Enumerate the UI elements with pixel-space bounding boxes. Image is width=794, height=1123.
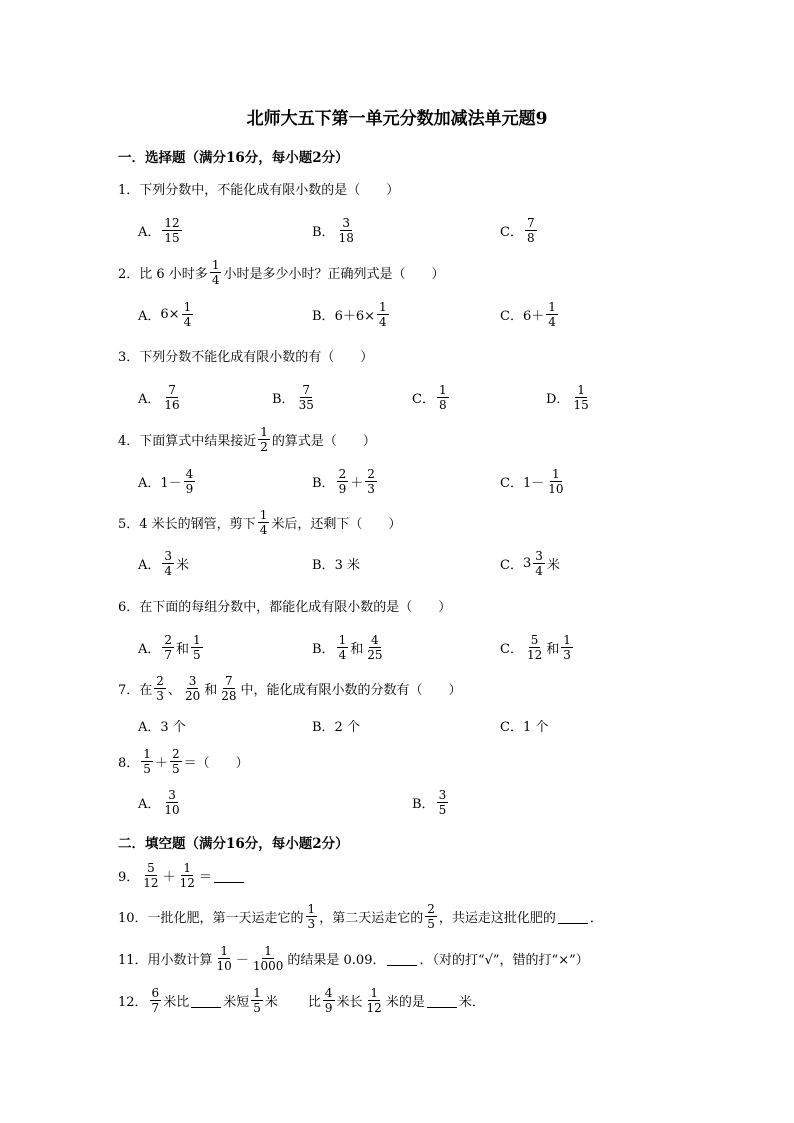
q3-option-b (272, 379, 318, 415)
question-12-text: 米 (264, 994, 278, 1010)
question-10-post: ，共运走这批化肥的 (438, 910, 556, 926)
question-12-text: 米． (458, 994, 485, 1010)
q2-option-c (500, 296, 560, 332)
numerator: 3 (164, 548, 173, 563)
fraction (162, 549, 174, 578)
option-text: A．3 个 (138, 719, 186, 735)
option-label: A． (138, 641, 161, 657)
question-2-pre: 2．比 6 小时多 (118, 266, 208, 282)
fraction (170, 747, 182, 776)
fraction (377, 300, 389, 329)
numerator: 1 (259, 507, 268, 522)
denominator: 3 (307, 916, 316, 931)
denominator: 5 (253, 1000, 261, 1015)
denominator: 10 (216, 958, 232, 973)
answer-blank[interactable] (558, 909, 588, 924)
question-8 (118, 743, 249, 779)
option-label: B． (312, 224, 335, 240)
question-11-post: 的结果是 0.09． (287, 952, 386, 968)
numerator: 4 (185, 466, 194, 481)
option-label: A． (138, 796, 161, 812)
question-1-stem: 1．下列分数中，不能化成有限小数的是（ ） (118, 182, 400, 198)
option-label: B． (272, 391, 295, 407)
denominator: 12 (526, 647, 543, 662)
fraction (258, 425, 270, 454)
question-10-pre: 10．一批化肥，第一天运走它的 (118, 910, 304, 926)
q4-option-c (500, 463, 568, 499)
answer-blank[interactable] (191, 993, 221, 1008)
numerator: 7 (168, 382, 176, 397)
question-7-pre: 7．在 (118, 682, 153, 698)
conjunction: 和 (204, 682, 218, 698)
section-heading-choice: 一．选择题（满分16分，每小题2分） (118, 150, 349, 166)
conjunction: 和 (546, 641, 560, 657)
fraction (251, 986, 263, 1015)
numerator: 12 (164, 215, 180, 230)
option-label: C． (500, 308, 523, 324)
operator: ＋ (154, 755, 168, 771)
fraction (141, 747, 153, 776)
option-text: 3 米 (334, 557, 360, 573)
operator: ＋ (350, 475, 364, 491)
question-5 (118, 504, 401, 540)
numerator: 1 (370, 985, 378, 1000)
answer-blank[interactable] (427, 993, 457, 1008)
denominator: 3 (367, 481, 375, 496)
fraction (525, 633, 544, 662)
fraction (183, 674, 202, 703)
fraction (337, 633, 349, 662)
fraction (297, 383, 316, 412)
q8-option-a (138, 784, 184, 820)
numerator: 6 (151, 985, 160, 1000)
numerator: 2 (367, 466, 375, 481)
option-text: 6＋ (522, 308, 545, 324)
option-label: B． (312, 475, 335, 491)
option-text: C．1 个 (500, 719, 549, 735)
conjunction: 和 (176, 641, 190, 657)
numerator: 7 (526, 215, 535, 230)
question-7-post: 中，能化成有限小数的分数有（ ） (240, 682, 462, 698)
fraction (337, 216, 356, 245)
denominator: 12 (366, 1000, 382, 1015)
whole-number: 3 (522, 555, 532, 571)
question-12-pre: 12． (118, 994, 148, 1010)
unit: 米 (176, 557, 190, 573)
denominator: 18 (338, 230, 354, 245)
numerator: 2 (164, 632, 173, 647)
numerator: 1 (183, 299, 192, 314)
question-8-pre: 8． (118, 755, 140, 771)
fraction (251, 944, 286, 973)
option-label: C． (500, 224, 523, 240)
fraction (219, 674, 238, 703)
fraction (571, 383, 590, 412)
q4-option-b (312, 463, 379, 499)
numerator: 1 (211, 257, 220, 272)
denominator: 35 (298, 397, 314, 412)
denominator: 4 (338, 647, 347, 662)
fraction (525, 216, 537, 245)
denominator: 15 (573, 397, 589, 412)
denominator: 5 (193, 647, 201, 662)
option-text: 1－ (522, 475, 545, 491)
q4-option-a (138, 463, 197, 499)
option-label: B． (312, 557, 335, 573)
numerator: 3 (438, 787, 447, 802)
question-9-pre: 9． (118, 869, 140, 885)
denominator: 15 (164, 230, 180, 245)
unit: 米 (546, 557, 560, 573)
denominator: 4 (535, 563, 543, 578)
denominator: 20 (184, 688, 201, 703)
fraction (533, 549, 545, 578)
question-10-end: ． (589, 910, 603, 926)
q7-option-c (500, 707, 548, 743)
numerator: 1 (253, 985, 261, 1000)
question-12-text: 米的是 (385, 994, 425, 1010)
denominator: 9 (324, 1000, 333, 1015)
fraction (162, 633, 174, 662)
numerator: 1 (438, 382, 447, 397)
numerator: 1 (563, 632, 571, 647)
denominator: 4 (259, 522, 268, 537)
option-label: A． (138, 224, 161, 240)
denominator: 7 (151, 1000, 160, 1015)
denominator: 5 (438, 802, 447, 817)
numerator: 2 (156, 673, 164, 688)
numerator: 5 (530, 632, 539, 647)
fraction (546, 467, 565, 496)
denominator: 9 (185, 481, 194, 496)
question-11 (118, 940, 589, 976)
operator: ＋ (162, 869, 176, 885)
fraction (425, 902, 437, 931)
question-12-text: 米短 (223, 994, 250, 1010)
question-5-pre: 5．4 米长的钢管，剪下 (118, 516, 256, 532)
fraction (215, 944, 234, 973)
fraction (162, 788, 181, 817)
numerator: 1 (220, 943, 228, 958)
question-4-pre: 4．下面算式中结果接近 (118, 433, 257, 449)
fraction (162, 216, 181, 245)
numerator: 1 (183, 860, 192, 875)
fraction (561, 633, 573, 662)
option-label: D． (546, 391, 570, 407)
option-text: B．2 个 (312, 719, 360, 735)
denominator: 12 (143, 875, 159, 890)
fraction (437, 383, 449, 412)
question-12-text: 米比 (163, 994, 190, 1010)
question-4 (118, 421, 376, 457)
fraction (365, 633, 384, 662)
question-9 (118, 857, 246, 893)
fraction (141, 861, 160, 890)
option-label: B． (312, 308, 335, 324)
section-heading-fill: 二．填空题（满分16分，每小题2分） (118, 836, 349, 852)
option-label: A． (138, 475, 161, 491)
denominator: 8 (526, 230, 535, 245)
denominator: 8 (438, 397, 447, 412)
denominator: 10 (164, 802, 180, 817)
denominator: 2 (260, 439, 268, 454)
numerator: 1 (548, 299, 556, 314)
denominator: 3 (156, 688, 164, 703)
option-label: A． (138, 391, 161, 407)
q3-option-a (138, 379, 184, 415)
denominator: 7 (164, 647, 173, 662)
numerator: 4 (324, 985, 333, 1000)
fraction (365, 986, 384, 1015)
question-1 (118, 170, 399, 206)
fraction (178, 861, 197, 890)
denominator: 4 (548, 314, 556, 329)
option-text: 6× (160, 306, 180, 322)
q7-option-a (138, 707, 186, 743)
q7-option-b (312, 707, 360, 743)
q1-option-b (312, 212, 358, 248)
fraction (182, 300, 194, 329)
denominator: 4 (211, 272, 220, 287)
fraction (337, 467, 349, 496)
numerator: 1 (143, 746, 151, 761)
numerator: 7 (225, 673, 233, 688)
q6-option-c (500, 629, 575, 665)
numerator: 1 (260, 424, 268, 439)
option-label: B． (312, 641, 335, 657)
numerator: 7 (302, 382, 311, 397)
denominator: 3 (563, 647, 571, 662)
denominator: 4 (379, 314, 387, 329)
denominator: 25 (367, 647, 383, 662)
fraction (210, 258, 222, 287)
question-5-post: 米后，还剩下（ ） (271, 516, 402, 532)
question-12 (118, 982, 485, 1018)
separator: 、 (167, 682, 181, 698)
q1-option-a (138, 212, 184, 248)
q8-option-b (412, 784, 450, 820)
question-11-pre: 11．用小数计算 (118, 952, 213, 968)
option-label: C． (500, 641, 523, 657)
question-7 (118, 670, 462, 706)
q5-option-a (138, 545, 189, 581)
numerator: 1 (577, 382, 585, 397)
question-9-post: ＝ (198, 869, 212, 885)
numerator: 1 (552, 466, 560, 481)
q2-option-b (312, 296, 391, 332)
option-label: A． (138, 308, 161, 324)
numerator: 1 (379, 299, 387, 314)
numerator: 2 (338, 466, 347, 481)
fraction (437, 788, 449, 817)
denominator: 10 (548, 481, 564, 496)
fraction (546, 300, 558, 329)
numerator: 5 (147, 860, 155, 875)
option-label: A． (138, 557, 161, 573)
denominator: 4 (164, 563, 173, 578)
answer-blank[interactable] (214, 868, 244, 883)
option-label: C． (500, 557, 523, 573)
question-11-end: ．（对的打“√”，错的打“×”） (419, 952, 589, 968)
numerator: 1 (307, 901, 316, 916)
question-6 (118, 587, 451, 623)
denominator: 12 (179, 875, 195, 890)
fraction (184, 467, 196, 496)
question-2 (118, 254, 444, 290)
numerator: 1 (338, 632, 347, 647)
q1-option-c (500, 212, 539, 248)
fraction (150, 986, 162, 1015)
q5-option-b (312, 545, 360, 581)
denominator: 5 (143, 761, 151, 776)
option-text: 6＋6× (334, 308, 375, 324)
question-12-text: 米长 (336, 994, 363, 1010)
answer-blank[interactable] (387, 951, 417, 966)
denominator: 4 (183, 314, 192, 329)
option-label: C． (500, 475, 523, 491)
numerator: 2 (427, 901, 435, 916)
page-title: 北师大五下第一单元分数加减法单元题9 (246, 109, 548, 129)
numerator: 3 (188, 673, 197, 688)
q6-option-b (312, 629, 387, 665)
question-8-post: ＝（ ） (183, 755, 249, 771)
question-2-post: 小时是多少小时？正确列式是（ ） (223, 266, 445, 282)
fraction (258, 508, 270, 537)
q5-option-c (500, 545, 560, 581)
denominator: 5 (427, 916, 435, 931)
denominator: 16 (164, 397, 180, 412)
fraction (154, 674, 166, 703)
numerator: 4 (371, 632, 379, 647)
question-10-mid: ，第二天运走它的 (319, 910, 424, 926)
question-10 (118, 898, 603, 934)
denominator: 1000 (252, 958, 284, 973)
fraction (191, 633, 203, 662)
conjunction: 和 (350, 641, 364, 657)
question-6-stem: 6．在下面的每组分数中，都能化成有限小数的是（ ） (118, 599, 452, 615)
option-text: 1－ (160, 475, 182, 491)
fraction (306, 902, 318, 931)
option-label: C． (412, 391, 435, 407)
q3-option-c (412, 379, 451, 415)
question-3 (118, 337, 373, 373)
question-3-stem: 3．下列分数不能化成有限小数的有（ ） (118, 349, 374, 365)
numerator: 1 (264, 943, 272, 958)
denominator: 5 (171, 761, 180, 776)
denominator: 9 (338, 481, 347, 496)
numerator: 1 (193, 632, 201, 647)
denominator: 28 (221, 688, 237, 703)
numerator: 3 (168, 787, 176, 802)
operator: － (235, 952, 249, 968)
question-12-text: 比 (307, 994, 321, 1010)
fraction (323, 986, 335, 1015)
q3-option-d (546, 379, 593, 415)
q2-option-a (138, 296, 195, 332)
fraction (162, 383, 181, 412)
question-4-post: 的算式是（ ） (271, 433, 376, 449)
numerator: 2 (171, 746, 180, 761)
q6-option-a (138, 629, 205, 665)
numerator: 3 (342, 215, 351, 230)
numerator: 3 (535, 548, 543, 563)
fraction (365, 467, 377, 496)
option-label: B． (412, 796, 435, 812)
